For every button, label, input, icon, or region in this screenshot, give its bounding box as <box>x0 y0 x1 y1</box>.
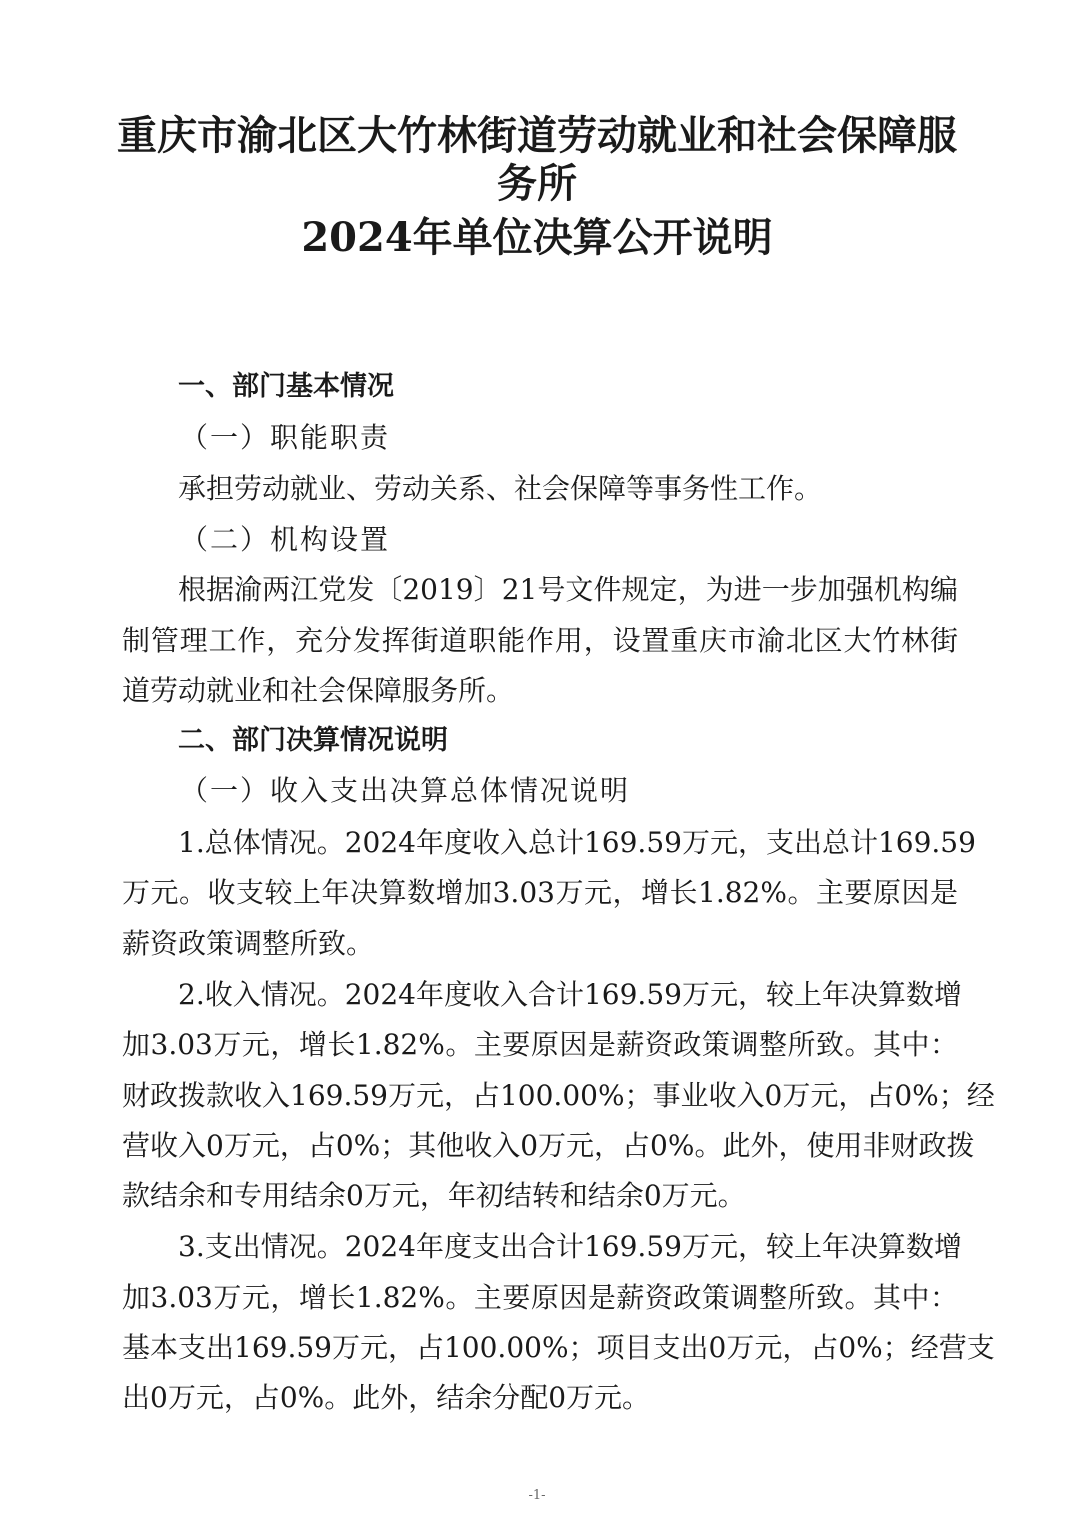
document-title-line-1: 重庆市渝北区大竹林街道劳动就业和社会保障服 <box>117 112 957 159</box>
paragraph-line: 1.总体情况。2024年度收入总计169.59万元，支出总计169.59 <box>178 826 976 859</box>
section-heading-final-accounts: 二、部门决算情况说明 <box>178 725 448 756</box>
paragraph-line: 出0万元，占0%。此外，结余分配0万元。 <box>122 1381 651 1414</box>
paragraph-line: 基本支出169.59万元，占100.00%；项目支出0万元，占0%；经营支 <box>122 1331 995 1364</box>
paragraph-line: 薪资政策调整所致。 <box>122 927 375 960</box>
document-title-line-2: 务所 <box>497 160 577 207</box>
paragraph-line: 加3.03万元，增长1.82%。主要原因是薪资政策调整所致。其中： <box>122 1281 958 1314</box>
section-heading-basic-info: 一、部门基本情况 <box>178 371 394 402</box>
paragraph-line: 承担劳动就业、劳动关系、社会保障等事务性工作。 <box>178 472 823 505</box>
paragraph-line: 财政拨款收入169.59万元，占100.00%；事业收入0万元，占0%；经 <box>122 1079 995 1112</box>
paragraph-line: 制管理工作，充分发挥街道职能作用，设置重庆市渝北区大竹林街 <box>122 624 958 657</box>
paragraph-line: 3.支出情况。2024年度支出合计169.59万元，较上年决算数增 <box>178 1230 962 1263</box>
paragraph-line: 2.收入情况。2024年度收入合计169.59万元，较上年决算数增 <box>178 978 962 1011</box>
paragraph-line: 根据渝两江党发〔2019〕21号文件规定，为进一步加强机构编 <box>178 573 958 606</box>
page-number: -1- <box>528 1488 546 1503</box>
paragraph-line: 万元。收支较上年决算数增加3.03万元，增长1.82%。主要原因是 <box>122 876 958 909</box>
paragraph-line: 营收入0万元，占0%；其他收入0万元，占0%。此外，使用非财政拨 <box>122 1129 975 1162</box>
document-title-line-3: 2024年单位决算公开说明 <box>301 214 773 261</box>
subsection-heading-functions: （一）职能职责 <box>180 421 391 454</box>
subsection-heading-income-expense: （一）收入支出决算总体情况说明 <box>180 774 631 807</box>
paragraph-line: 款结余和专用结余0万元，年初结转和结余0万元。 <box>122 1179 746 1212</box>
subsection-heading-organization: （二）机构设置 <box>180 523 391 556</box>
paragraph-line: 加3.03万元，增长1.82%。主要原因是薪资政策调整所致。其中： <box>122 1028 958 1061</box>
paragraph-line: 道劳动就业和社会保障服务所。 <box>122 674 515 707</box>
